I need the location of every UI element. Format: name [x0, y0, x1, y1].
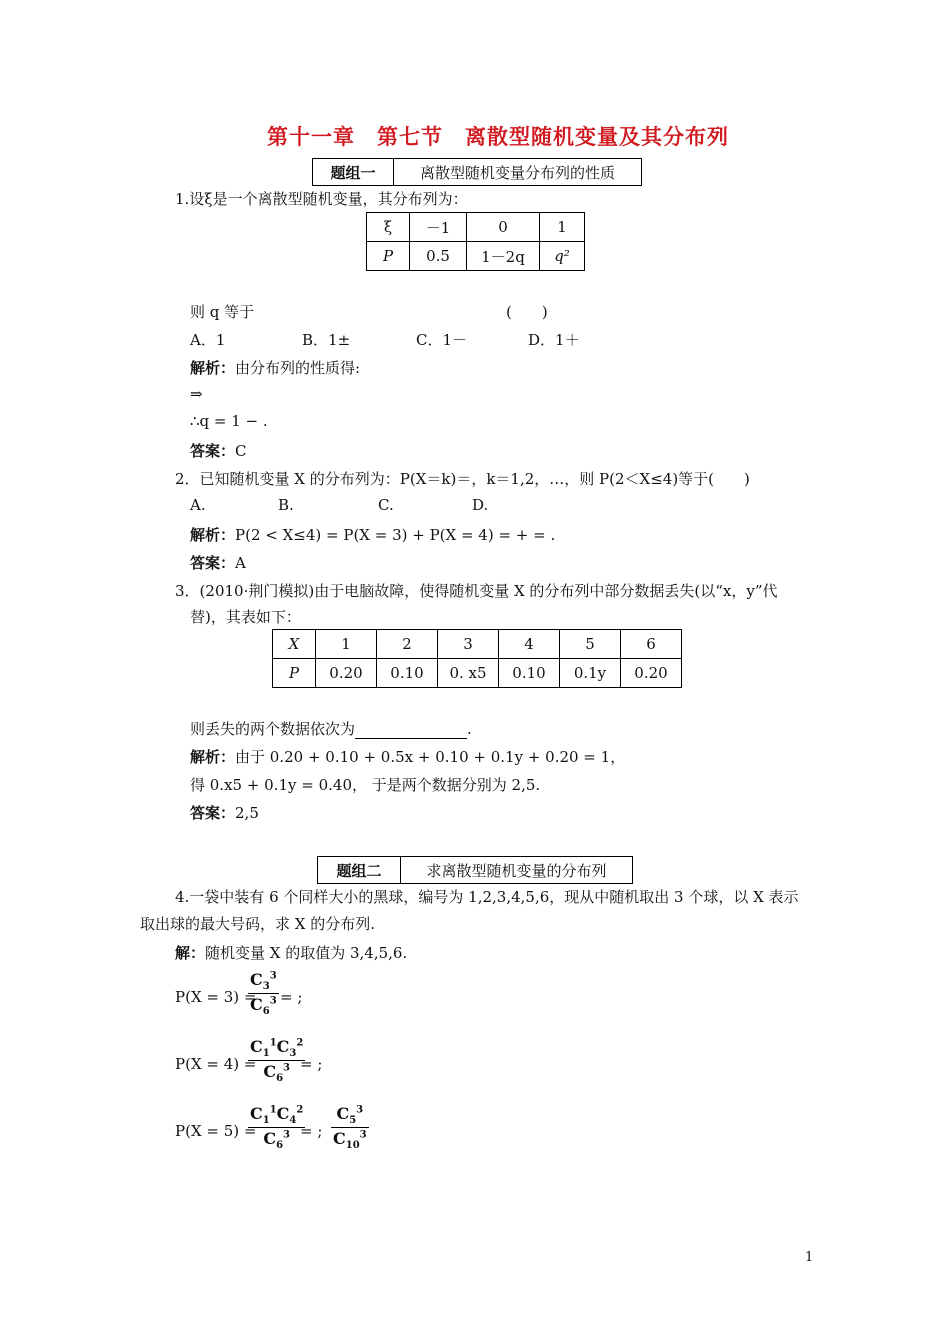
table-cell: X	[273, 630, 316, 659]
fraction-numerator: $C_3^3$	[250, 970, 277, 993]
table-cell: －1	[410, 213, 467, 242]
q4-p5-rhs: = ;	[300, 1122, 323, 1140]
fraction-bar	[248, 993, 279, 994]
q1-option-c: C．1－	[416, 331, 468, 349]
answer-blank	[355, 724, 467, 739]
fraction-denominator: $C_6^3$	[263, 1062, 290, 1085]
fraction-bar	[248, 1060, 305, 1061]
page-number: 1	[805, 1250, 814, 1265]
q4-solution	[175, 942, 407, 963]
table-cell: 1－2q	[467, 242, 540, 271]
group-topic: 离散型随机变量分布列的性质	[419, 163, 615, 182]
table-cell: 0.10	[377, 659, 438, 688]
solution-text: 随机变量 X 的取值为 3,4,5,6.	[205, 944, 408, 962]
answer-value: 2,5	[235, 804, 259, 822]
fraction-numerator: $C_1^1C_4^2$	[250, 1104, 304, 1127]
table-cell: 4	[499, 630, 560, 659]
table-row	[273, 659, 682, 688]
fraction-numerator: $C_1^1C_3^2$	[250, 1037, 304, 1060]
q3-stem-line1: 3．(2010·荆门模拟)由于电脑故障，使得随机变量 X 的分布列中部分数据丢失(以“x，y”代	[175, 582, 778, 600]
answer-value: A	[235, 554, 246, 572]
q3-answer	[190, 802, 259, 823]
table-cell: 0.20	[621, 659, 682, 688]
table-row	[367, 213, 585, 242]
q1-solution-implies: ⇒	[190, 385, 203, 403]
q1-stem: 1.设ξ是一个离散型随机变量，其分布列为：	[175, 190, 468, 208]
answer-value: C	[235, 442, 247, 460]
solution-text: 由分布列的性质得:	[235, 359, 361, 377]
fraction-denominator: $C_6^3$	[263, 1129, 290, 1152]
q4-stem-line1: 4.一袋中装有 6 个同样大小的黑球，编号为 1,2,3,4,5,6，现从中随机取出 3 个球，以 X 表示	[175, 888, 799, 906]
solution-label: 解析：	[190, 748, 236, 766]
q4-p5-fraction	[248, 1104, 305, 1151]
table-cell: 0.1y	[560, 659, 621, 688]
q2-option-c: C.	[378, 496, 394, 514]
q4-p3-lhs: P(X = 3) =	[175, 988, 257, 1006]
q1-solution	[190, 357, 360, 378]
q2-option-d: D.	[472, 496, 489, 514]
solution-label: 解：	[175, 944, 206, 962]
fraction-denominator: $C_{10}^3$	[333, 1129, 367, 1152]
table-cell: 5	[560, 630, 621, 659]
q2-solution	[190, 524, 555, 545]
ask-end: .	[467, 720, 472, 738]
table-cell: 0.20	[316, 659, 377, 688]
fraction-bar	[331, 1127, 369, 1128]
table-cell: 0	[467, 213, 540, 242]
q2-option-a: A.	[190, 496, 206, 514]
table-cell: 0. x5	[438, 659, 499, 688]
table-cell: 0.5	[410, 242, 467, 271]
fraction-denominator: $C_6^3$	[250, 995, 277, 1018]
group-topic: 求离散型随机变量的分布列	[426, 861, 607, 880]
answer-label: 答案：	[190, 554, 236, 572]
q1-answer-paren: ( )	[506, 303, 548, 321]
q4-p5-lhs: P(X = 5) =	[175, 1122, 257, 1140]
table-cell: 1	[540, 213, 585, 242]
page-title: 第十一章 第七节 离散型随机变量及其分布列	[267, 125, 729, 149]
table-cell: P	[367, 242, 410, 271]
q1-option-a: A．1	[190, 331, 226, 349]
solution-text: P(2 < X≤4) = P(X = 3) + P(X = 4) = + = .	[235, 526, 556, 544]
table-row	[273, 630, 682, 659]
table-cell: 2	[377, 630, 438, 659]
table-cell: 6	[621, 630, 682, 659]
q1-answer	[190, 440, 247, 461]
q3-stem-line2: 替)，其表如下：	[190, 608, 301, 626]
q1-distribution-table	[366, 212, 585, 271]
q1-option-d: D．1＋	[528, 331, 580, 349]
q1-solution-result: ∴q = 1 − .	[190, 412, 268, 430]
q4-p3-fraction	[248, 970, 279, 1017]
table-cell: 0.10	[499, 659, 560, 688]
fraction-bar	[248, 1127, 305, 1128]
q3-solution	[190, 746, 625, 767]
q4-p4-rhs: = ;	[300, 1055, 323, 1073]
table-cell: ξ	[367, 213, 410, 242]
q3-ask	[190, 718, 472, 739]
q4-p3-rhs: = ;	[280, 988, 303, 1006]
q4-p4-fraction	[248, 1037, 305, 1084]
group-label: 题组二	[318, 857, 401, 883]
table-cell: q²	[540, 242, 585, 271]
solution-label: 解析：	[190, 526, 236, 544]
q3-distribution-table	[272, 629, 682, 688]
q3-solution-line2: 得 0.x5 + 0.1y = 0.40， 于是两个数据分别为 2,5.	[190, 776, 541, 794]
q2-option-b: B.	[278, 496, 294, 514]
q2-stem: 2．已知随机变量 X 的分布列为：P(X＝k)＝，k＝1,2，…，则 P(2＜X≤4)等于( )	[175, 470, 750, 488]
q4-p4-lhs: P(X = 4) =	[175, 1055, 257, 1073]
q4-extra-fraction	[331, 1104, 369, 1151]
group-header-2	[317, 856, 633, 884]
answer-label: 答案：	[190, 804, 236, 822]
table-cell: P	[273, 659, 316, 688]
q4-stem-line2: 取出球的最大号码，求 X 的分布列.	[140, 915, 375, 933]
solution-text: 由于 0.20 + 0.10 + 0.5x + 0.10 + 0.1y + 0.20 = 1，	[235, 748, 626, 766]
table-cell: 1	[316, 630, 377, 659]
table-row	[367, 242, 585, 271]
table-cell: 3	[438, 630, 499, 659]
solution-label: 解析：	[190, 359, 236, 377]
q2-answer	[190, 552, 246, 573]
q1-option-b: B．1±	[302, 331, 351, 349]
group-header-1	[312, 158, 642, 186]
ask-text: 则丢失的两个数据依次为	[190, 720, 356, 738]
fraction-numerator: $C_5^3$	[336, 1104, 364, 1127]
group-label: 题组一	[313, 159, 394, 185]
q1-ask: 则 q 等于	[190, 303, 255, 321]
answer-label: 答案：	[190, 442, 236, 460]
